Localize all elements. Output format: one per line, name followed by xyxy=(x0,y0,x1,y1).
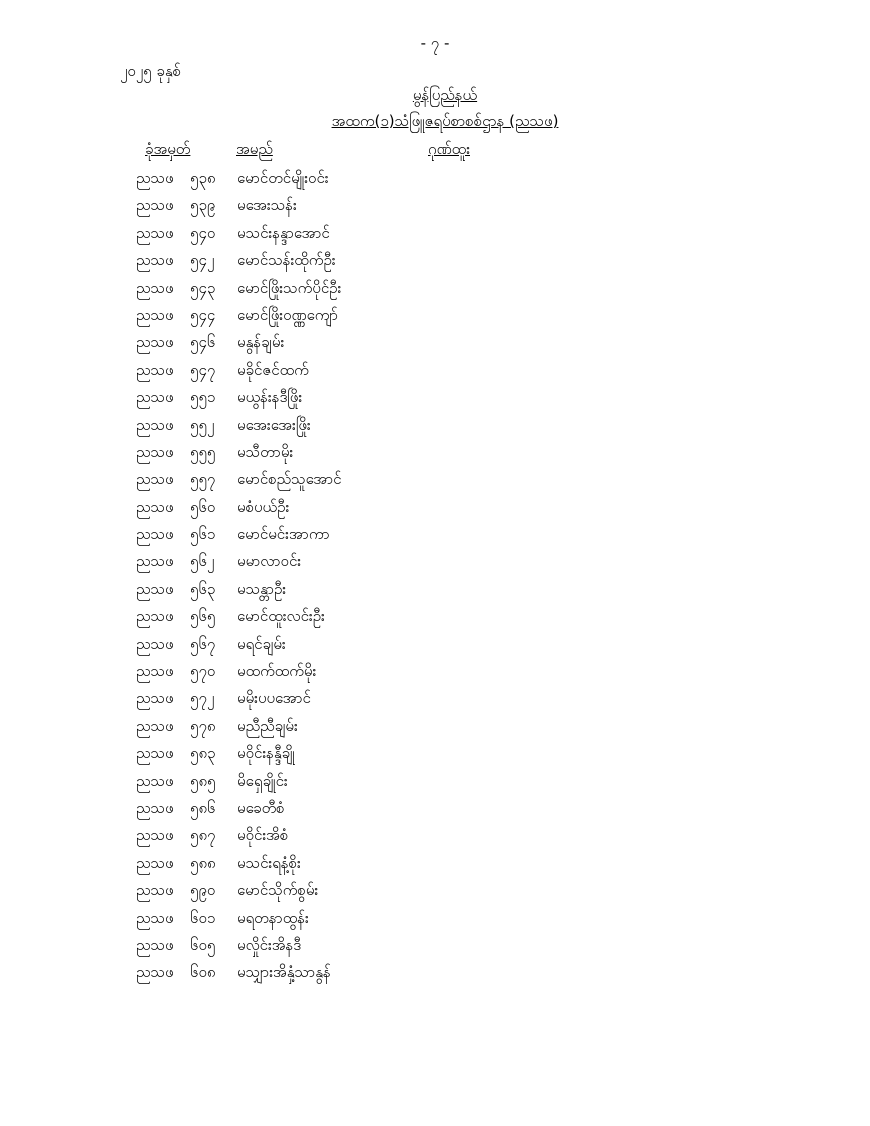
student-name: မောင်သန်းထိုက်ဦး xyxy=(237,251,336,270)
roll-number: ၅၇၂ xyxy=(190,689,215,708)
result-row xyxy=(0,768,870,795)
roll-prefix: ညသဖ xyxy=(136,881,174,900)
student-name: မိရှေချိုင်း xyxy=(237,771,288,790)
result-row xyxy=(0,384,870,411)
roll-prefix: ညသဖ xyxy=(136,826,174,845)
roll-number: ၅၄၂ xyxy=(190,251,215,270)
roll-number: ၅၈၅ xyxy=(190,771,216,790)
roll-number: ၅၄၄ xyxy=(190,305,216,324)
student-name: မရင်ချမ်း xyxy=(237,634,286,653)
result-row xyxy=(0,740,870,767)
roll-prefix: ညသဖ xyxy=(136,552,174,571)
student-name: မသင်းရနံ့စိုး xyxy=(237,853,301,872)
roll-prefix: ညသဖ xyxy=(136,607,174,626)
result-row xyxy=(0,576,870,603)
roll-number: ၅၈၃ xyxy=(190,744,216,763)
roll-number: ၅၆၇ xyxy=(190,634,216,653)
roll-prefix: ညသဖ xyxy=(136,662,174,681)
result-row xyxy=(0,822,870,849)
roll-number: ၅၅၁ xyxy=(190,388,216,407)
roll-prefix: ညသဖ xyxy=(136,525,174,544)
result-row xyxy=(0,877,870,904)
result-row xyxy=(0,685,870,712)
result-row xyxy=(0,603,870,630)
student-name: မထက်ထက်မိုး xyxy=(237,662,317,681)
roll-number: ၅၆၁ xyxy=(190,525,216,544)
result-row xyxy=(0,548,870,575)
result-row xyxy=(0,959,870,986)
result-row xyxy=(0,302,870,329)
student-name: မရတနာထွန်း xyxy=(237,908,309,927)
roll-number: ၅၇၀ xyxy=(190,662,216,681)
roll-prefix: ညသဖ xyxy=(136,251,174,270)
roll-prefix: ညသဖ xyxy=(136,360,174,379)
result-row xyxy=(0,905,870,932)
student-name: မမိုးပပအောင် xyxy=(237,689,311,708)
student-name: မောင်ဖြိုးဝဏ္ဏကျော် xyxy=(237,305,339,324)
result-row xyxy=(0,850,870,877)
student-name: မလှိုင်းအိနဒီ xyxy=(237,935,302,954)
page-number: - ၇ - xyxy=(420,34,450,52)
header-distinction: ဂုဏ်ထူး xyxy=(428,140,470,158)
roll-number: ၅၃၈ xyxy=(190,169,216,187)
student-name: မသန္တာဦး xyxy=(237,579,287,598)
roll-number: ၅၆၃ xyxy=(190,579,216,598)
student-name: မောင်တင်မျိုးဝင်း xyxy=(237,169,329,187)
roll-number: ၅၈၈ xyxy=(190,853,216,872)
student-name: မအေးအေးဖြိုး xyxy=(237,415,311,434)
roll-number: ၅၄၃ xyxy=(190,278,216,297)
student-name: မအေးသန်း xyxy=(237,196,297,215)
student-name: မမာလာဝင်း xyxy=(237,552,302,571)
result-row xyxy=(0,165,870,192)
result-row xyxy=(0,439,870,466)
exam-center-title: အထက(၁)သံဖြူဇရပ်စာစစ်ဌာန (ညသဖ) xyxy=(331,112,559,130)
roll-prefix: ညသဖ xyxy=(136,470,174,489)
exam-year: ၂၀၂၅ ခုနှစ် xyxy=(120,62,182,80)
student-name: မညီညီချမ်း xyxy=(237,716,298,735)
roll-number: ၅၃၉ xyxy=(190,196,216,215)
student-name: မခေတီစံ xyxy=(237,798,285,817)
roll-prefix: ညသဖ xyxy=(136,853,174,872)
roll-prefix: ညသဖ xyxy=(136,963,174,982)
student-name: မနွန်ချမ်း xyxy=(237,333,285,352)
roll-prefix: ညသဖ xyxy=(136,223,174,242)
header-roll-number: ခုံအမှတ် xyxy=(145,140,191,158)
roll-number: ၅၅၇ xyxy=(190,470,216,489)
roll-prefix: ညသဖ xyxy=(136,771,174,790)
roll-prefix: ညသဖ xyxy=(136,935,174,954)
roll-number: ၅၇၈ xyxy=(190,716,216,735)
roll-prefix: ညသဖ xyxy=(136,716,174,735)
roll-number: ၅၈၇ xyxy=(190,826,216,845)
roll-prefix: ညသဖ xyxy=(136,196,174,215)
student-name: မောင်မင်းအာကာ xyxy=(237,525,330,544)
roll-number: ၅၆၀ xyxy=(190,497,216,516)
roll-number: ၅၄၀ xyxy=(190,223,216,242)
roll-number: ၅၈၆ xyxy=(190,798,216,817)
roll-number: ၅၄၇ xyxy=(190,360,216,379)
roll-prefix: ညသဖ xyxy=(136,908,174,927)
roll-prefix: ညသဖ xyxy=(136,333,174,352)
roll-prefix: ညသဖ xyxy=(136,744,174,763)
header-name: အမည် xyxy=(236,140,273,158)
result-row xyxy=(0,220,870,247)
roll-number: ၅၄၆ xyxy=(190,333,216,352)
result-row xyxy=(0,494,870,521)
roll-number: ၆၀၈ xyxy=(190,963,216,982)
result-row xyxy=(0,658,870,685)
student-name: မစံပယ်ဦး xyxy=(237,497,290,516)
student-name: မောင်သိုက်စွမ်း xyxy=(237,881,319,900)
roll-number: ၆၀၁ xyxy=(190,908,216,927)
region-title: မွန်ပြည်နယ် xyxy=(412,86,478,104)
student-name: မသီတာမိုး xyxy=(237,442,294,461)
roll-prefix: ညသဖ xyxy=(136,579,174,598)
result-row xyxy=(0,521,870,548)
roll-number: ၅၅၅ xyxy=(190,442,216,461)
roll-prefix: ညသဖ xyxy=(136,497,174,516)
roll-prefix: ညသဖ xyxy=(136,278,174,297)
roll-prefix: ညသဖ xyxy=(136,388,174,407)
roll-number: ၆၀၅ xyxy=(190,935,216,954)
roll-prefix: ညသဖ xyxy=(136,442,174,461)
student-name: မယွန်းနဒီဖြိုး xyxy=(237,388,303,407)
roll-prefix: ညသဖ xyxy=(136,689,174,708)
result-row xyxy=(0,329,870,356)
result-row xyxy=(0,357,870,384)
result-row xyxy=(0,412,870,439)
roll-prefix: ညသဖ xyxy=(136,415,174,434)
student-name: မခိုင်ဇင်ထက် xyxy=(237,360,309,379)
student-name: မသျှားအိနှံ့သာနွန် xyxy=(237,963,331,982)
roll-prefix: ညသဖ xyxy=(136,305,174,324)
student-name: မောင်ဖြိုးသက်ပိုင်ဦး xyxy=(237,278,342,297)
roll-number: ၅၆၅ xyxy=(190,607,216,626)
student-name: မသင်းနန္ဒာအောင် xyxy=(237,223,330,242)
student-name: မဝိုင်းအိစံ xyxy=(237,826,289,845)
student-name: မောင်ထူးလင်းဦး xyxy=(237,607,325,626)
student-name: မောင်စည်သူအောင် xyxy=(237,470,342,489)
roll-number: ၅၆၂ xyxy=(190,552,215,571)
result-row xyxy=(0,932,870,959)
result-row xyxy=(0,795,870,822)
result-row xyxy=(0,247,870,274)
result-row xyxy=(0,275,870,302)
result-row xyxy=(0,631,870,658)
student-name: မဝိုင်းနန္ဒီချို xyxy=(237,744,295,763)
result-row xyxy=(0,192,870,219)
roll-prefix: ညသဖ xyxy=(136,634,174,653)
roll-number: ၅၉၀ xyxy=(190,881,216,900)
roll-number: ၅၅၂ xyxy=(190,415,215,434)
roll-prefix: ညသဖ xyxy=(136,798,174,817)
roll-prefix: ညသဖ xyxy=(136,169,174,187)
results-list xyxy=(0,165,870,987)
result-row xyxy=(0,713,870,740)
result-row xyxy=(0,466,870,493)
